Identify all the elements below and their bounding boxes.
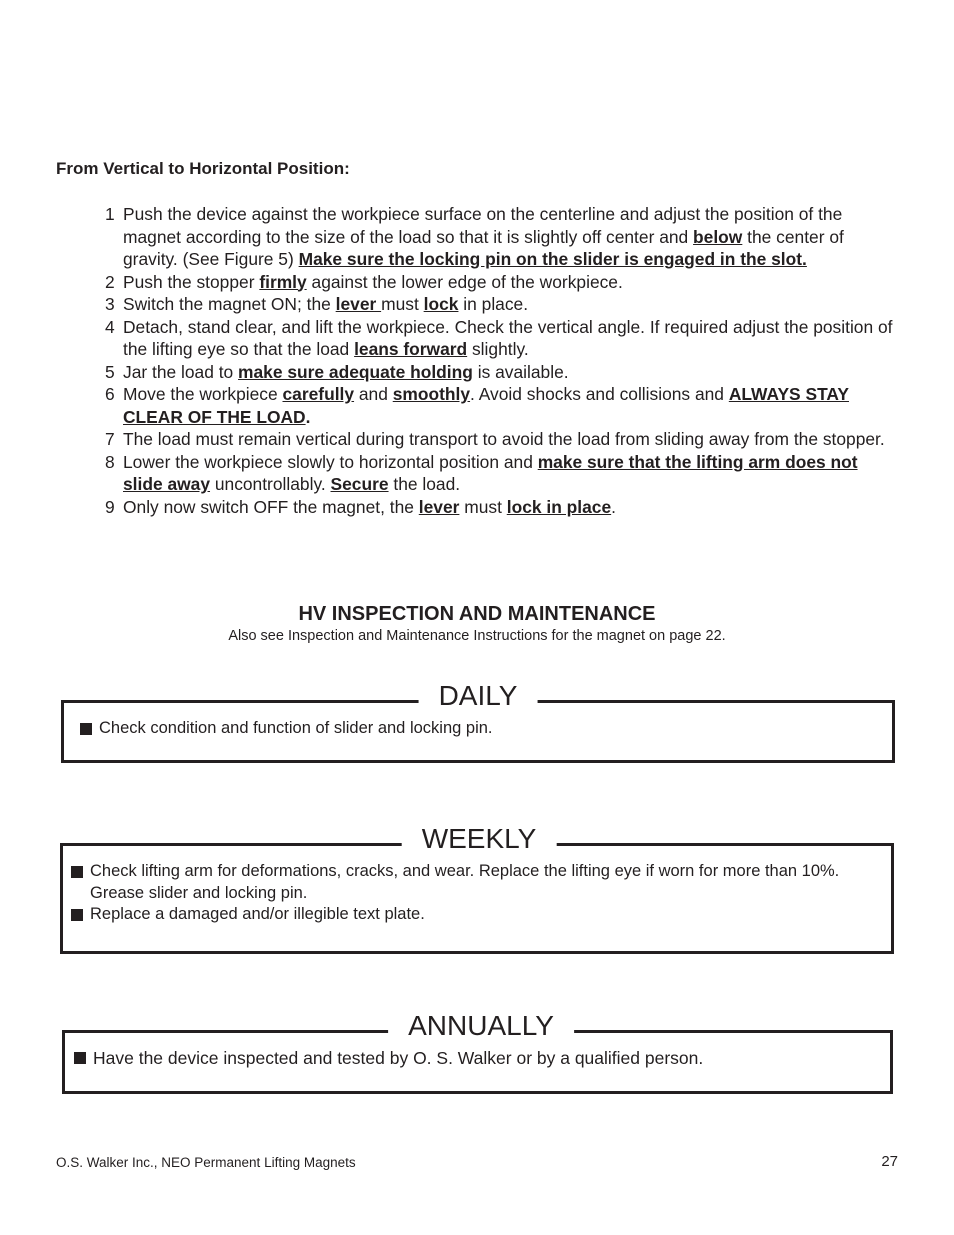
emphasized-text: below bbox=[693, 226, 743, 247]
step-text bbox=[123, 293, 898, 316]
step-text-segment: Switch the magnet ON; the bbox=[123, 294, 336, 314]
list-item-text: Have the device inspected and tested by O. S. Walker or by a qualified person. bbox=[93, 1048, 704, 1068]
daily-heading: DAILY bbox=[419, 679, 538, 713]
emphasized-text: ALWAYS STAY CLEAR OF THE LOAD bbox=[123, 384, 849, 427]
emphasized-text: carefully bbox=[282, 384, 355, 404]
list-item-text: Replace a damaged and/or illegible text plate. bbox=[90, 905, 425, 923]
annually-items bbox=[74, 1047, 880, 1069]
step-number: 8 bbox=[105, 451, 115, 472]
square-bullet-icon bbox=[80, 723, 92, 735]
step-text-segment: Push the stopper bbox=[123, 271, 260, 292]
step-text-segment: uncontrollably. bbox=[210, 474, 331, 494]
emphasized-text: lever bbox=[418, 496, 460, 517]
step-text-segment: Detach, stand clear, and lift the workpiece. Check the vertical angle. If required adjust the position of the lifting eye so that the load bbox=[123, 316, 893, 359]
step-number: 5 bbox=[105, 361, 115, 382]
inspection-subtitle: Also see Inspection and Maintenance Instructions for the magnet on page 22. bbox=[228, 628, 726, 644]
square-bullet-icon bbox=[71, 909, 83, 921]
step-text-segment: slightly. bbox=[467, 339, 529, 359]
step-text bbox=[123, 361, 898, 384]
step-text-segment: the center of gravity. (See Figure 5) bbox=[123, 226, 844, 269]
step-text bbox=[123, 496, 898, 519]
procedure-step bbox=[98, 271, 898, 294]
procedure-steps bbox=[98, 203, 898, 518]
square-bullet-icon bbox=[71, 866, 83, 878]
step-text-segment: in place. bbox=[458, 294, 529, 314]
step-number: 1 bbox=[105, 204, 115, 224]
emphasized-text: lock bbox=[423, 294, 459, 314]
step-text-segment: Jar the load to bbox=[123, 361, 239, 382]
step-text bbox=[123, 316, 898, 361]
step-text-segment: Move the workpiece bbox=[123, 384, 283, 404]
emphasized-text: lever bbox=[335, 294, 382, 314]
step-text-segment: must bbox=[459, 496, 507, 517]
weekly-items bbox=[71, 861, 881, 926]
step-number: 3 bbox=[105, 294, 115, 314]
annually-heading: ANNUALLY bbox=[388, 1009, 574, 1043]
section-title: From Vertical to Horizontal Position: bbox=[56, 159, 350, 178]
step-text-segment: the load. bbox=[388, 474, 461, 494]
step-text-segment: Lower the workpiece slowly to horizontal position and bbox=[123, 451, 538, 472]
daily-items bbox=[80, 718, 882, 740]
emphasized-text: Make sure the locking pin on the slider is engaged in the slot. bbox=[298, 249, 807, 269]
list-item-text: Check lifting arm for deformations, cracks, and wear. Replace the lifting eye if worn for more than 10%. Grease slider and locking pin. bbox=[90, 862, 840, 902]
procedure-step bbox=[98, 383, 898, 428]
step-text bbox=[123, 383, 898, 428]
procedure-step bbox=[98, 293, 898, 316]
procedure-step bbox=[98, 316, 898, 361]
procedure-step bbox=[98, 361, 898, 384]
daily-box bbox=[61, 680, 895, 763]
footer-text: O.S. Walker Inc., NEO Permanent Lifting Magnets bbox=[56, 1155, 356, 1170]
list-item bbox=[74, 1047, 880, 1069]
list-item bbox=[80, 718, 882, 740]
step-text-segment: is available. bbox=[472, 361, 569, 382]
emphasized-text: leans forward bbox=[354, 339, 468, 359]
emphasized-text: Secure bbox=[330, 474, 389, 494]
step-text-segment: Only now switch OFF the magnet, the bbox=[123, 496, 419, 517]
procedure-step bbox=[98, 496, 898, 519]
step-text-segment: against the lower edge of the workpiece. bbox=[306, 271, 623, 292]
annually-box bbox=[62, 1010, 893, 1094]
list-item bbox=[71, 861, 881, 904]
step-number: 4 bbox=[105, 316, 115, 337]
step-text-segment: The load must remain vertical during transport to avoid the load from sliding away from the stopper. bbox=[123, 429, 885, 449]
list-item-text: Check condition and function of slider and locking pin. bbox=[99, 719, 493, 737]
weekly-heading: WEEKLY bbox=[402, 822, 557, 856]
weekly-box bbox=[60, 823, 894, 954]
step-text bbox=[123, 203, 898, 271]
emphasized-text: smoothly bbox=[392, 384, 471, 404]
square-bullet-icon bbox=[74, 1052, 86, 1064]
step-text-segment: and bbox=[354, 384, 393, 404]
emphasized-text: make sure adequate holding bbox=[238, 361, 473, 382]
step-text bbox=[123, 271, 898, 294]
step-number: 7 bbox=[105, 429, 115, 449]
step-number: 9 bbox=[105, 496, 115, 517]
step-text bbox=[123, 451, 898, 496]
procedure-step bbox=[98, 203, 898, 271]
page-number: 27 bbox=[881, 1153, 898, 1170]
step-text-segment: . Avoid shocks and collisions and bbox=[470, 384, 729, 404]
procedure-step bbox=[98, 451, 898, 496]
step-number: 6 bbox=[105, 384, 115, 404]
emphasized-text: firmly bbox=[259, 271, 307, 292]
step-number: 2 bbox=[105, 271, 115, 292]
step-text-segment: . bbox=[305, 406, 311, 427]
step-text-segment: Push the device against the workpiece surface on the centerline and adjust the position of the magnet according to the size of the load so that it is slightly off center and bbox=[123, 204, 843, 247]
emphasized-text: lock in place bbox=[506, 496, 612, 517]
list-item bbox=[71, 904, 881, 926]
step-text bbox=[123, 428, 898, 451]
emphasized-text: make sure that the lifting arm does not slide away bbox=[123, 451, 858, 494]
inspection-title: HV INSPECTION AND MAINTENANCE bbox=[298, 603, 656, 625]
step-text-segment: . bbox=[611, 496, 616, 517]
step-text-segment: must bbox=[381, 294, 424, 314]
procedure-step bbox=[98, 428, 898, 451]
